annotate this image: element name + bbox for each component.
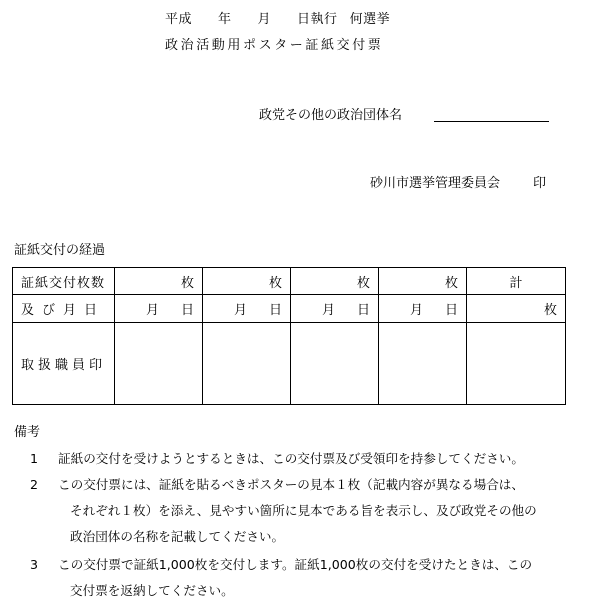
count-cell[interactable] (379, 268, 467, 295)
election-name-label: 何選挙 (349, 12, 391, 27)
row-label-date: 及び月日 (13, 295, 115, 323)
count-unit: 枚 (444, 275, 458, 291)
count-unit: 枚 (268, 275, 282, 291)
month-unit: 月 (233, 303, 247, 318)
count-cell[interactable] (115, 268, 203, 295)
month-label: 月 (257, 12, 272, 27)
form-header-election-line (165, 8, 390, 27)
day-unit: 日 (444, 303, 458, 318)
note-text-continued: それぞれ１枚）を添え、見やすい箇所に見本である旨を表示し、及び政党その他の (70, 503, 537, 518)
month-unit: 月 (145, 303, 159, 318)
date-cell[interactable] (379, 295, 467, 323)
section-title: 証紙交付の経過 (14, 243, 106, 258)
date-cell[interactable] (291, 295, 379, 323)
count-cell[interactable] (291, 268, 379, 295)
note-number: 3 (30, 557, 39, 572)
note-text-continued: 政治団体の名称を記載してください。 (70, 529, 285, 544)
table-row (13, 295, 566, 323)
note-text: この交付票には、証紙を貼るべきポスターの見本１枚（記載内容が異なる場合は、 (58, 477, 524, 492)
count-cell[interactable] (203, 268, 291, 295)
note-item-3 (30, 554, 532, 573)
party-name-label: 政党その他の政治団体名 (259, 108, 403, 123)
date-cell[interactable] (115, 295, 203, 323)
staff-seal-cell[interactable] (379, 323, 467, 405)
staff-seal-cell[interactable] (115, 323, 203, 405)
month-unit: 月 (409, 303, 423, 318)
seal-mark: 印 (533, 176, 547, 191)
note-number: 2 (30, 477, 39, 492)
staff-seal-cell[interactable] (203, 323, 291, 405)
row-label-count: 証紙交付枚数 (13, 268, 115, 295)
note-text: この交付票で証紙1,000枚を交付します。証紙1,000枚の交付を受けたときは、この (58, 557, 533, 572)
note-item-1 (30, 448, 524, 467)
total-label: 計 (509, 275, 523, 291)
count-unit: 枚 (180, 275, 194, 291)
month-unit: 月 (321, 303, 335, 318)
table-row (13, 268, 566, 295)
total-cell[interactable] (467, 268, 566, 295)
note-number: 1 (30, 451, 39, 466)
staff-seal-cell[interactable] (467, 323, 566, 405)
note-item-2 (30, 474, 524, 493)
issuer-committee: 砂川市選挙管理委員会 (370, 176, 501, 191)
row-label-staff-seal: 取扱職員印 (13, 323, 115, 405)
date-cell[interactable] (203, 295, 291, 323)
total-unit-cell[interactable] (467, 295, 566, 323)
staff-seal-cell[interactable] (291, 323, 379, 405)
total-unit: 枚 (543, 303, 557, 318)
note-text: 証紙の交付を受けようとするときは、この交付票及び受領印を持参してください。 (58, 451, 524, 466)
issuance-table (12, 267, 566, 405)
year-label: 年 (218, 12, 232, 27)
day-unit: 日 (356, 303, 370, 318)
table-row (13, 323, 566, 405)
note-text-continued: 交付票を返納してください。 (70, 583, 234, 598)
era-label: 平成 (165, 12, 193, 27)
form-title: 政治活動用ポスター証紙交付票 (165, 38, 384, 53)
notes-title: 備考 (14, 425, 41, 440)
day-unit: 日 (180, 303, 194, 318)
count-unit: 枚 (356, 275, 370, 291)
party-name-underline[interactable] (434, 121, 549, 122)
day-unit: 日 (268, 303, 282, 318)
day-held-label: 日執行 (297, 12, 338, 27)
